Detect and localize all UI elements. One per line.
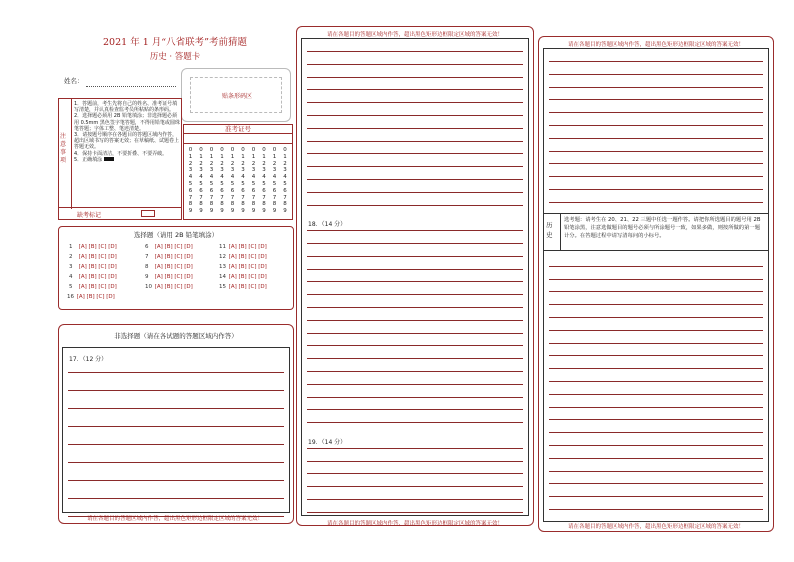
choice-options[interactable]: [A] [B] [C] [D]	[153, 274, 193, 280]
ticket-digit[interactable]: 0	[230, 147, 235, 153]
choice-options[interactable]: [A] [B] [C] [D]	[227, 254, 267, 260]
choice-question-row[interactable]	[69, 284, 117, 290]
ticket-digit[interactable]: 0	[209, 147, 214, 153]
ticket-digit[interactable]: 4	[241, 174, 245, 181]
answer-line	[68, 462, 284, 463]
q17-label: 17．（12 分）	[69, 356, 108, 363]
page-subtitle: 历史 · 答题卡	[149, 52, 201, 62]
ticket-number-box	[183, 124, 293, 220]
choice-options[interactable]: [A] [B] [C] [D]	[153, 264, 193, 270]
ticket-digit[interactable]: 2	[199, 160, 203, 167]
ticket-digit[interactable]: 4	[283, 174, 287, 181]
answer-line	[307, 294, 523, 295]
answer-line	[549, 317, 763, 318]
answer-line	[549, 419, 763, 420]
question-number: 6	[145, 244, 149, 250]
answer-line	[307, 77, 523, 78]
answer-line	[307, 192, 523, 193]
ticket-digit[interactable]: 2	[262, 160, 266, 167]
ticket-digit[interactable]: 1	[199, 153, 203, 160]
ticket-digit[interactable]: 0	[241, 147, 245, 153]
choice-title: 选择题（请用 2B 铅笔填涂）	[133, 231, 219, 239]
ticket-digit[interactable]: 8	[283, 201, 287, 208]
answer-line	[307, 384, 523, 385]
answer-line	[549, 496, 763, 497]
ticket-digit[interactable]: 0	[251, 147, 256, 153]
ticket-digit[interactable]: 7	[209, 194, 214, 201]
col3-answer-area[interactable]	[543, 48, 769, 522]
ticket-digit[interactable]: 5	[283, 180, 287, 187]
ticket-digit[interactable]: 9	[251, 208, 256, 215]
ticket-digit[interactable]: 5	[251, 180, 256, 187]
answer-line	[549, 138, 763, 139]
choice-options[interactable]: [A] [B] [C] [D]	[153, 244, 193, 250]
ticket-digit[interactable]: 5	[188, 180, 193, 187]
select-instructions: 选考题：请考生在 20、21、22 三题中任选一题作答。请把你所选题目的题号用 2B 铅笔涂黑，注意选做题目的题号必须与所涂题号一致，如果多做，则按所做的第一题计分。在答题过程中请写清每问的小标号。	[564, 217, 761, 239]
answer-line	[307, 128, 523, 129]
question-number: 5	[69, 284, 73, 290]
choice-question-row[interactable]	[69, 254, 117, 260]
answer-line	[307, 243, 523, 244]
ticket-digit-grid[interactable]	[186, 147, 292, 217]
ticket-digit[interactable]: 8	[220, 201, 224, 208]
q19-label: 19．（14 分）	[308, 439, 347, 446]
ticket-digit[interactable]: 8	[188, 201, 193, 208]
ticket-digit[interactable]: 9	[209, 208, 214, 215]
ticket-digit[interactable]: 0	[220, 147, 224, 153]
ticket-digit[interactable]: 0	[283, 147, 287, 153]
answer-line	[549, 99, 763, 100]
ticket-digit[interactable]: 0	[262, 147, 266, 153]
ticket-digit[interactable]: 9	[230, 208, 235, 215]
ticket-digit[interactable]: 2	[230, 160, 235, 167]
col1-bottom-warning: 请在各题目的答题区域内作答，超出黑色矩形边框限定区域的答案无效！	[86, 516, 263, 522]
answer-line	[307, 409, 523, 410]
ticket-digit[interactable]: 7	[188, 194, 193, 201]
choice-options[interactable]: [A] [B] [C] [D]	[77, 244, 117, 250]
ticket-digit-column[interactable]	[260, 147, 269, 215]
ticket-digit[interactable]: 8	[230, 201, 235, 208]
col3-top-warning: 请在各题目的答题区域内作答，超出黑色矩形边框限定区域的答案无效！	[567, 42, 744, 48]
choice-section	[58, 226, 294, 310]
ticket-digit[interactable]: 8	[241, 201, 245, 208]
ticket-digit[interactable]: 6	[241, 187, 245, 194]
ticket-digit[interactable]: 2	[283, 160, 287, 167]
answer-line	[68, 408, 284, 409]
choice-options[interactable]: [A] [B] [C] [D]	[153, 254, 193, 260]
ticket-digit[interactable]: 8	[251, 201, 256, 208]
choice-question-row[interactable]	[145, 274, 193, 280]
ticket-digit[interactable]: 4	[199, 174, 203, 181]
ticket-digit[interactable]: 9	[188, 208, 193, 215]
answer-line	[307, 422, 523, 423]
note-item: 2．选择题必须用 2B 铅笔填涂；非选择题必须用 0.5mm 黑色签字笔答题，不得用铅笔或圆珠笔答题；字体工整、笔迹清楚。	[74, 113, 180, 132]
answer-line	[549, 394, 763, 395]
page-title: 2021 年 1 月“八省联考”考前猜题	[103, 37, 247, 48]
ticket-digit-column[interactable]	[207, 147, 216, 215]
ticket-digit[interactable]: 3	[251, 167, 256, 174]
ticket-digit[interactable]: 8	[272, 201, 277, 208]
q17-area[interactable]	[62, 347, 290, 513]
ticket-digit[interactable]: 6	[283, 187, 287, 194]
choice-question-row[interactable]	[69, 274, 117, 280]
choice-question-row[interactable]	[145, 264, 193, 270]
barcode-area	[181, 68, 291, 122]
ticket-digit[interactable]: 9	[283, 208, 287, 215]
answer-line	[307, 307, 523, 308]
answer-line	[549, 87, 763, 88]
choice-options[interactable]: [A] [B] [C] [D]	[153, 284, 193, 290]
ticket-digit[interactable]: 7	[262, 194, 266, 201]
answer-line	[68, 480, 284, 481]
ticket-digit[interactable]: 3	[262, 167, 266, 174]
ticket-label: 准考证号	[184, 125, 292, 134]
note-item: 3．请按题号顺序在各题目的答题区域内作答，超出区域书写的答案无效；在草稿纸、试题卷上答题无效。	[74, 132, 180, 151]
ticket-digit[interactable]: 5	[209, 180, 214, 187]
question-number: 2	[69, 254, 73, 260]
answer-line	[307, 461, 523, 462]
answer-line	[549, 458, 763, 459]
ticket-digit[interactable]: 1	[283, 153, 287, 160]
question-number: 12	[219, 254, 226, 260]
ticket-digit[interactable]: 9	[220, 208, 224, 215]
answer-line	[68, 498, 284, 499]
answer-line	[549, 74, 763, 75]
choice-options[interactable]: [A] [B] [C] [D]	[77, 254, 117, 260]
select-question-box[interactable]	[544, 213, 768, 251]
answer-line	[549, 304, 763, 305]
notes-side-label: 注意事项	[60, 133, 67, 164]
ticket-digit[interactable]: 6	[251, 187, 256, 194]
ticket-digit[interactable]: 3	[272, 167, 277, 174]
question-number: 14	[219, 274, 226, 280]
ticket-digit[interactable]: 9	[199, 208, 203, 215]
ticket-digit[interactable]: 0	[272, 147, 277, 153]
choice-question-row[interactable]	[145, 284, 193, 290]
ticket-digit[interactable]: 1	[230, 153, 235, 160]
ticket-digit-column[interactable]	[186, 147, 195, 215]
ticket-digit[interactable]: 7	[230, 194, 235, 201]
answer-line	[307, 64, 523, 65]
answer-line	[307, 486, 523, 487]
ticket-digit[interactable]: 1	[272, 153, 277, 160]
answer-line	[307, 281, 523, 282]
ticket-digit-column[interactable]	[218, 147, 227, 215]
ticket-digit[interactable]: 3	[283, 167, 287, 174]
answer-line	[549, 125, 763, 126]
choice-question-row[interactable]	[69, 244, 117, 250]
question-number: 9	[145, 274, 149, 280]
ticket-digit[interactable]: 9	[241, 208, 245, 215]
question-number: 3	[69, 264, 73, 270]
ticket-digit[interactable]: 3	[241, 167, 245, 174]
ticket-digit[interactable]: 7	[251, 194, 256, 201]
choice-question-row[interactable]	[219, 264, 267, 270]
answer-line	[68, 390, 284, 391]
notes-box	[58, 98, 182, 208]
ticket-digit-column[interactable]	[197, 147, 206, 215]
select-side-label: 历史	[546, 221, 553, 239]
absent-checkbox[interactable]	[141, 210, 155, 217]
question-number: 8	[145, 264, 149, 270]
choice-options[interactable]: [A] [B] [C] [D]	[77, 284, 117, 290]
ticket-digit[interactable]: 7	[272, 194, 277, 201]
choice-question-row[interactable]	[219, 274, 267, 280]
ticket-digit[interactable]: 1	[251, 153, 256, 160]
nonchoice-title: 非选择题（请在各试题的答题区域内作答）	[114, 332, 238, 340]
ticket-digit-column[interactable]	[239, 147, 248, 215]
answer-line	[549, 471, 763, 472]
answer-line	[549, 432, 763, 433]
question-number: 13	[219, 264, 226, 270]
answer-line	[307, 166, 523, 167]
ticket-digit[interactable]: 4	[188, 174, 193, 181]
ticket-digit-column[interactable]	[249, 147, 258, 215]
answer-line	[549, 61, 763, 62]
question-number: 16	[67, 294, 74, 300]
answer-line	[307, 256, 523, 257]
choice-options[interactable]: [A] [B] [C] [D]	[77, 264, 117, 270]
ticket-digit[interactable]: 0	[188, 147, 193, 153]
note-item: 1．答题前，考生先将自己的姓名、准考证号填写清楚，并认真检查监考员所粘贴的条形码。	[74, 101, 178, 114]
question-number: 7	[145, 254, 149, 260]
ticket-digit[interactable]: 6	[209, 187, 214, 194]
choice-options[interactable]: [A] [B] [C] [D]	[227, 274, 267, 280]
ticket-digit[interactable]: 7	[283, 194, 287, 201]
col2-top-warning: 请在各题目的答题区域内作答，超出黑色矩形边框限定区域的答案无效！	[326, 32, 503, 38]
answer-line	[307, 512, 523, 513]
ticket-digit[interactable]: 5	[241, 180, 245, 187]
choice-question-row[interactable]	[67, 294, 115, 300]
ticket-digit[interactable]: 4	[262, 174, 266, 181]
ticket-digit[interactable]: 3	[230, 167, 235, 174]
ticket-digit[interactable]: 7	[220, 194, 224, 201]
answer-line	[68, 444, 284, 445]
ticket-digit[interactable]: 4	[209, 174, 214, 181]
answer-line	[307, 320, 523, 321]
ticket-digit[interactable]: 2	[188, 160, 193, 167]
answer-line	[307, 269, 523, 270]
answer-line	[307, 179, 523, 180]
ticket-digit[interactable]: 3	[188, 167, 193, 174]
ticket-digit[interactable]: 2	[251, 160, 256, 167]
answer-line	[549, 509, 763, 510]
ticket-digit[interactable]: 5	[272, 180, 277, 187]
ticket-digit[interactable]: 4	[272, 174, 277, 181]
answer-line	[307, 102, 523, 103]
ticket-digit[interactable]: 6	[272, 187, 277, 194]
answer-line	[549, 112, 763, 113]
col3-bottom-warning: 请在各题目的答题区域内作答，超出黑色矩形边框限定区域的答案无效！	[567, 524, 744, 530]
ticket-digit-column[interactable]	[281, 147, 290, 215]
answer-line	[68, 426, 284, 427]
ticket-digit[interactable]: 5	[220, 180, 224, 187]
ticket-digit[interactable]: 6	[199, 187, 203, 194]
col2-bottom-warning: 请在各题目的答题区域内作答，超出黑色矩形边框限定区域的答案无效！	[326, 521, 503, 527]
ticket-digit[interactable]: 6	[262, 187, 266, 194]
absent-mark-row	[58, 208, 182, 220]
answer-line	[307, 115, 523, 116]
ticket-digit[interactable]: 6	[220, 187, 224, 194]
ticket-digit[interactable]: 1	[220, 153, 224, 160]
answer-line	[549, 343, 763, 344]
answer-line	[549, 407, 763, 408]
question-number: 1	[69, 244, 73, 250]
ticket-digit[interactable]: 8	[262, 201, 266, 208]
ticket-digit[interactable]: 2	[241, 160, 245, 167]
ticket-digit[interactable]: 2	[272, 160, 277, 167]
choice-question-row[interactable]	[145, 254, 193, 260]
answer-line	[307, 358, 523, 359]
choice-question-row[interactable]	[219, 244, 267, 250]
question-number: 15	[219, 284, 226, 290]
question-number: 10	[145, 284, 152, 290]
choice-options[interactable]: [A] [B] [C] [D]	[227, 284, 267, 290]
answer-line	[307, 345, 523, 346]
choice-question-row[interactable]	[145, 244, 193, 250]
ticket-digit[interactable]: 1	[209, 153, 214, 160]
note-item: 4．保持卡面清洁，不要折叠、不要弄破。	[74, 150, 168, 157]
ticket-digit[interactable]: 3	[209, 167, 214, 174]
ticket-digit[interactable]: 4	[230, 174, 235, 181]
answer-line	[549, 279, 763, 280]
answer-line	[68, 372, 284, 373]
answer-line	[549, 381, 763, 382]
answer-line	[549, 291, 763, 292]
ticket-digit[interactable]: 4	[220, 174, 224, 181]
choice-options[interactable]: [A] [B] [C] [D]	[227, 264, 267, 270]
ticket-digit[interactable]: 2	[220, 160, 224, 167]
ticket-digit[interactable]: 5	[262, 180, 266, 187]
ticket-digit[interactable]: 3	[199, 167, 203, 174]
answer-line	[307, 153, 523, 154]
ticket-digit[interactable]: 1	[188, 153, 193, 160]
answer-line	[549, 189, 763, 190]
answer-line	[307, 499, 523, 500]
answer-line	[549, 330, 763, 331]
choice-options[interactable]: [A] [B] [C] [D]	[75, 294, 115, 300]
ticket-digit[interactable]: 7	[241, 194, 245, 201]
answer-line	[307, 448, 523, 449]
ticket-digit[interactable]: 1	[262, 153, 266, 160]
answer-line	[307, 141, 523, 142]
q18-label: 18．（14 分）	[308, 221, 347, 228]
ticket-digit[interactable]: 3	[220, 167, 224, 174]
ticket-digit[interactable]: 2	[209, 160, 214, 167]
question-number: 4	[69, 274, 73, 280]
col2-answer-area[interactable]	[301, 38, 529, 516]
answer-line	[549, 151, 763, 152]
answer-line	[549, 355, 763, 356]
answer-line	[307, 205, 523, 206]
name-label: 姓名：	[64, 77, 84, 85]
question-number: 11	[219, 244, 226, 250]
answer-line	[307, 89, 523, 90]
ticket-digit[interactable]: 7	[199, 194, 203, 201]
ticket-digit[interactable]: 0	[199, 147, 203, 153]
choice-question-row[interactable]	[219, 254, 267, 260]
ticket-digit[interactable]: 8	[209, 201, 214, 208]
answer-line	[307, 51, 523, 52]
ticket-digit[interactable]: 5	[230, 180, 235, 187]
ticket-digit[interactable]: 1	[241, 153, 245, 160]
answer-line	[307, 333, 523, 334]
choice-question-row[interactable]	[69, 264, 117, 270]
answer-line	[549, 202, 763, 203]
answer-line	[549, 445, 763, 446]
answer-line	[549, 266, 763, 267]
answer-line	[549, 176, 763, 177]
ticket-digit[interactable]: 6	[188, 187, 193, 194]
barcode-label: 贴条形码区	[221, 93, 252, 100]
note-item: 5．正确填涂	[74, 157, 180, 163]
ticket-digit-column[interactable]	[270, 147, 279, 215]
answer-line	[549, 368, 763, 369]
ticket-digit[interactable]: 8	[199, 201, 203, 208]
ticket-digit-column[interactable]	[228, 147, 237, 215]
answer-line	[549, 483, 763, 484]
name-field[interactable]	[86, 86, 176, 87]
absent-label: 缺考标记	[77, 212, 102, 219]
choice-question-row[interactable]	[219, 284, 267, 290]
answer-line	[307, 230, 523, 231]
answer-line	[549, 163, 763, 164]
choice-options[interactable]: [A] [B] [C] [D]	[227, 244, 267, 250]
answer-line	[307, 473, 523, 474]
answer-line	[307, 371, 523, 372]
ticket-digit[interactable]: 6	[230, 187, 235, 194]
ticket-digit[interactable]: 9	[272, 208, 277, 215]
ticket-digit[interactable]: 9	[262, 208, 266, 215]
ticket-digit[interactable]: 5	[199, 180, 203, 187]
answer-line	[307, 397, 523, 398]
choice-options[interactable]: [A] [B] [C] [D]	[77, 274, 117, 280]
ticket-digit[interactable]: 4	[251, 174, 256, 181]
